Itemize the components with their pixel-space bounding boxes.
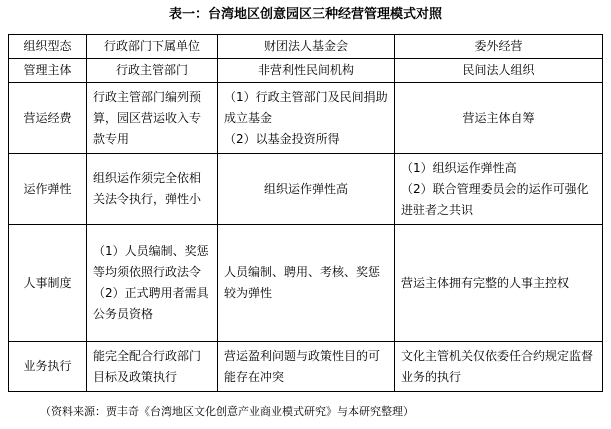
table-cell: （1）行政主管部门及民间捐助成立基金 （2）以基金投资所得: [218, 83, 395, 154]
row-label: 运作弹性: [9, 154, 87, 225]
table-row-management-body: [9, 59, 603, 83]
header-cell-admin-unit: 行政部门下属单位: [87, 35, 218, 59]
table-cell: 组织运作须完全依相关法令执行，弹性小: [87, 154, 218, 225]
table-cell: 民间法人组织: [395, 59, 603, 83]
table-cell: 组织运作弹性高: [218, 154, 395, 225]
table-cell: 人员编制、聘用、考核、奖惩较为弹性: [218, 225, 395, 342]
table-cell: 营运盈利问题与政策性目的可能存在冲突: [218, 342, 395, 392]
table-cell: 非营利性民间机构: [218, 59, 395, 83]
table-cell: 营运主体拥有完整的人事主控权: [395, 225, 603, 342]
row-label: 营运经费: [9, 83, 87, 154]
header-cell-outsourced: 委外经营: [395, 35, 603, 59]
table-cell: 文化主管机关仅依委任合约规定监督业务的执行: [395, 342, 603, 392]
table-row-personnel: [9, 225, 603, 342]
table-cell: 行政主管部门编列预算，园区营运收入专款专用: [87, 83, 218, 154]
row-label: 人事制度: [9, 225, 87, 342]
table-cell: 营运主体自筹: [395, 83, 603, 154]
table-title: 表一：台湾地区创意园区三种经营管理模式对照: [168, 7, 442, 22]
source-note: （资料来源：贾丰奇《台湾地区文化创意产业商业模式研究》与本研究整理）: [40, 405, 414, 418]
table-cell: （1）人员编制、奖惩等均须依照行政法令 （2）正式聘用者需具公务员资格: [87, 225, 218, 342]
table-row-business-execution: [9, 342, 603, 392]
header-cell-foundation: 财团法人基金会: [218, 35, 395, 59]
table-row-flexibility: [9, 154, 603, 225]
table-row-operating-funds: [9, 83, 603, 154]
comparison-table: [8, 34, 603, 392]
row-label: 业务执行: [9, 342, 87, 392]
header-cell-org-type: 组织型态: [9, 35, 87, 59]
table-cell: 能完全配合行政部门目标及政策执行: [87, 342, 218, 392]
table-cell: 行政主管部门: [87, 59, 218, 83]
row-label: 管理主体: [9, 59, 87, 83]
table-cell: （1）组织运作弹性高 （2）联合管理委员会的运作可强化进驻者之共识: [395, 154, 603, 225]
header-row: [9, 35, 603, 59]
